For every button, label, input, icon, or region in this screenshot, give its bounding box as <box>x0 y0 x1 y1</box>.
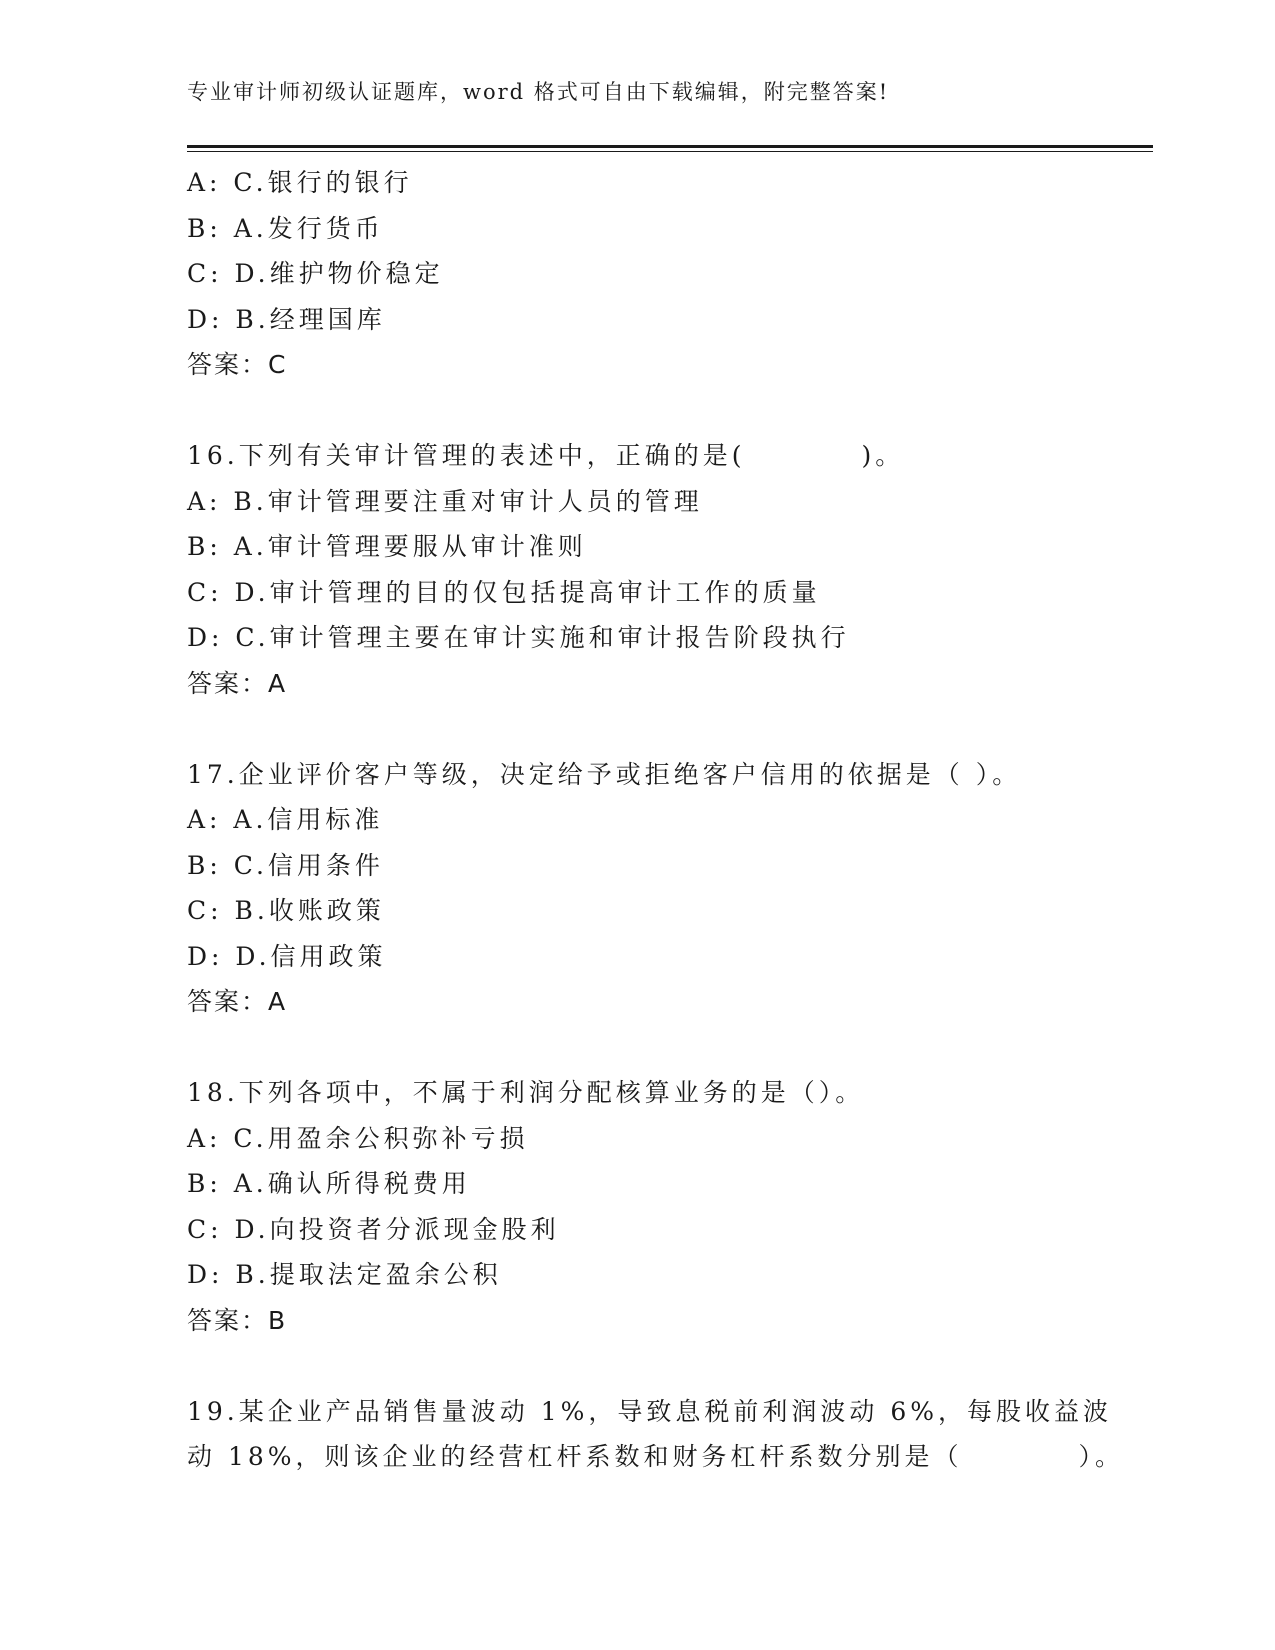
answer-line: 答案：C <box>187 350 288 379</box>
option-d: D: D.信用政策 <box>187 941 387 971</box>
option-d: D: B.经理国库 <box>187 304 386 334</box>
option-a: A: A.信用标准 <box>187 805 384 834</box>
question-stem: 18.下列各项中，不属于利润分配核算业务的是（）。 <box>187 1078 865 1107</box>
option-b: B: C.信用条件 <box>187 850 384 880</box>
question-stem-line-2: 动 18%，则该企业的经营杠杆系数和财务杠杆系数分别是（ ）。 <box>187 1442 1125 1471</box>
option-a: A: C.用盈余公积弥补亏损 <box>187 1123 529 1153</box>
option-c: C: D.审计管理的目的仅包括提高审计工作的质量 <box>187 577 821 607</box>
header-divider-thick <box>187 145 1153 148</box>
option-d: D: C.审计管理主要在审计实施和审计报告阶段执行 <box>187 623 850 652</box>
question-block-16 <box>187 433 1153 706</box>
option-b: B: A.确认所得税费用 <box>187 1169 471 1198</box>
question-stem: 16.下列有关审计管理的表述中，正确的是( )。 <box>187 441 905 470</box>
option-a: A: C.银行的银行 <box>187 168 413 197</box>
option-c: C: D.向投资者分派现金股利 <box>187 1214 560 1244</box>
document-content <box>187 160 1153 1480</box>
header-divider-thin <box>187 151 1153 152</box>
answer-line: 答案：B <box>187 1305 288 1335</box>
option-a: A: B.审计管理要注重对审计人员的管理 <box>187 486 703 516</box>
spacer <box>187 388 1153 434</box>
option-d: D: B.提取法定盈余公积 <box>187 1260 502 1289</box>
spacer <box>187 706 1153 752</box>
option-c: C: D.维护物价稳定 <box>187 259 444 288</box>
spacer <box>187 1025 1153 1071</box>
question-block-19 <box>187 1389 1153 1480</box>
option-b: B: A.审计管理要服从审计准则 <box>187 532 587 561</box>
option-c: C: B.收账政策 <box>187 896 385 925</box>
option-b: B: A.发行货币 <box>187 213 384 243</box>
answer-line: 答案：A <box>187 987 288 1016</box>
answer-line: 答案：A <box>187 668 288 698</box>
page-header: 专业审计师初级认证题库，word 格式可自由下载编辑，附完整答案! <box>187 80 890 104</box>
question-stem: 17.企业评价客户等级，决定给予或拒绝客户信用的依据是（ ）。 <box>187 759 1022 789</box>
question-stem-line-1: 19.某企业产品销售量波动 1%，导致息税前利润波动 6%，每股收益波 <box>187 1396 1112 1426</box>
spacer <box>187 1343 1153 1389</box>
question-block-15 <box>187 160 1153 388</box>
question-block-18 <box>187 1070 1153 1343</box>
question-block-17 <box>187 752 1153 1025</box>
